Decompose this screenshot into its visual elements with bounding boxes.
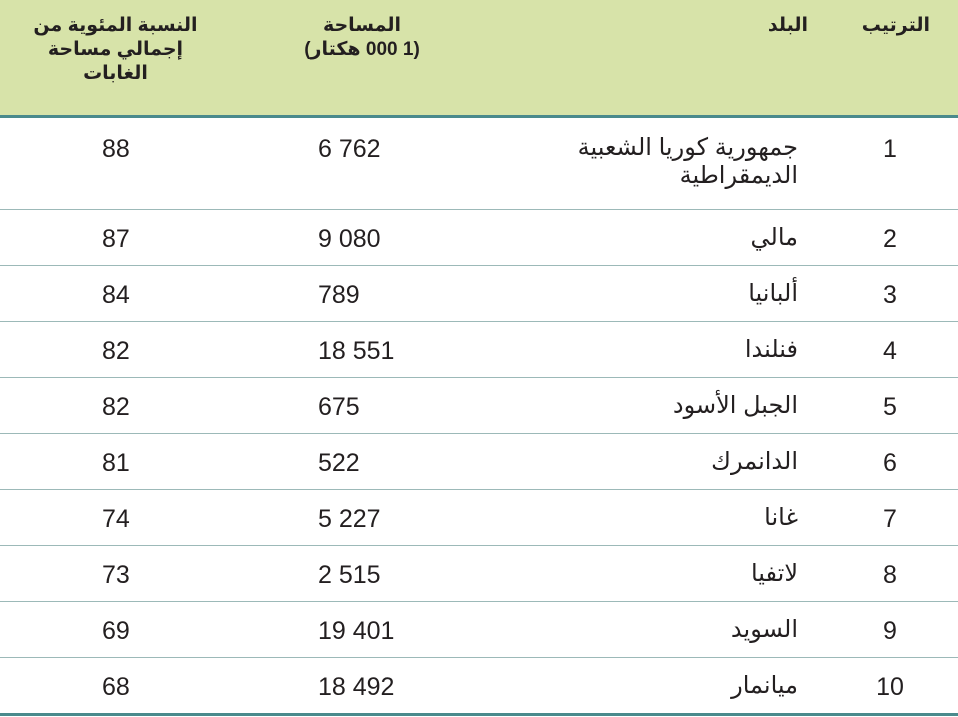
cell-country: لاتفيا: [750, 560, 798, 587]
header-pct-line1: النسبة المئوية من: [33, 15, 198, 36]
header-pct-line2: إجمالي مساحة: [47, 39, 184, 60]
cell-country: السويد: [730, 616, 798, 643]
cell-percentage: 88: [102, 135, 130, 163]
cell-area: 675: [318, 393, 360, 421]
header-country-label: البلد: [767, 15, 808, 36]
cell-percentage: 73: [102, 561, 130, 589]
cell-area: 2 515: [318, 561, 381, 589]
header-area-line1: المساحة: [322, 15, 402, 36]
cell-rank: 3: [883, 281, 897, 309]
cell-percentage: 74: [102, 505, 130, 533]
header-pct-line3: الغابات: [83, 63, 148, 84]
table-row: [0, 378, 958, 434]
table-row: [0, 118, 958, 210]
table-row: [0, 322, 958, 378]
cell-area: 5 227: [318, 505, 381, 533]
cell-country: غانا: [764, 504, 798, 531]
table-row: [0, 490, 958, 546]
cell-country: ألبانيا: [748, 280, 798, 307]
cell-percentage: 69: [102, 617, 130, 645]
header-rank: [840, 14, 930, 38]
cell-area: 18 551: [318, 337, 395, 365]
cell-percentage: 82: [102, 393, 130, 421]
cell-percentage: 68: [102, 673, 130, 701]
header-area: [262, 14, 462, 62]
table-row: [0, 434, 958, 490]
cell-rank: 9: [883, 617, 897, 645]
table-row: [0, 658, 958, 716]
cell-percentage: 84: [102, 281, 130, 309]
cell-country: فنلندا: [744, 336, 798, 363]
table-row: [0, 546, 958, 602]
header-percentage: [8, 14, 223, 86]
table-row: [0, 602, 958, 658]
cell-country: مالي: [750, 224, 798, 251]
cell-rank: 1: [883, 135, 897, 163]
cell-area: 19 401: [318, 617, 395, 645]
cell-country: الجبل الأسود: [672, 392, 798, 419]
cell-rank: 7: [883, 505, 897, 533]
cell-rank: 8: [883, 561, 897, 589]
cell-area: 789: [318, 281, 360, 309]
table-header: [0, 0, 958, 118]
table-row: [0, 210, 958, 266]
cell-area: 9 080: [318, 225, 381, 253]
header-area-line2: (1 000 هكتار): [304, 39, 420, 60]
cell-area: 6 762: [318, 135, 381, 163]
cell-area: 522: [318, 449, 360, 477]
cell-area: 18 492: [318, 673, 395, 701]
table-row: [0, 266, 958, 322]
cell-country: الدانمرك: [711, 448, 798, 475]
cell-rank: 10: [876, 673, 904, 701]
cell-percentage: 87: [102, 225, 130, 253]
cell-rank: 4: [883, 337, 897, 365]
cell-percentage: 82: [102, 337, 130, 365]
cell-country: ميانمار: [731, 672, 798, 699]
cell-rank: 5: [883, 393, 897, 421]
cell-rank: 6: [883, 449, 897, 477]
header-rank-label: الترتيب: [861, 15, 930, 36]
header-country: [608, 14, 808, 38]
cell-country: جمهورية كوريا الشعبية الديمقراطية: [577, 134, 798, 189]
cell-percentage: 81: [102, 449, 130, 477]
cell-rank: 2: [883, 225, 897, 253]
